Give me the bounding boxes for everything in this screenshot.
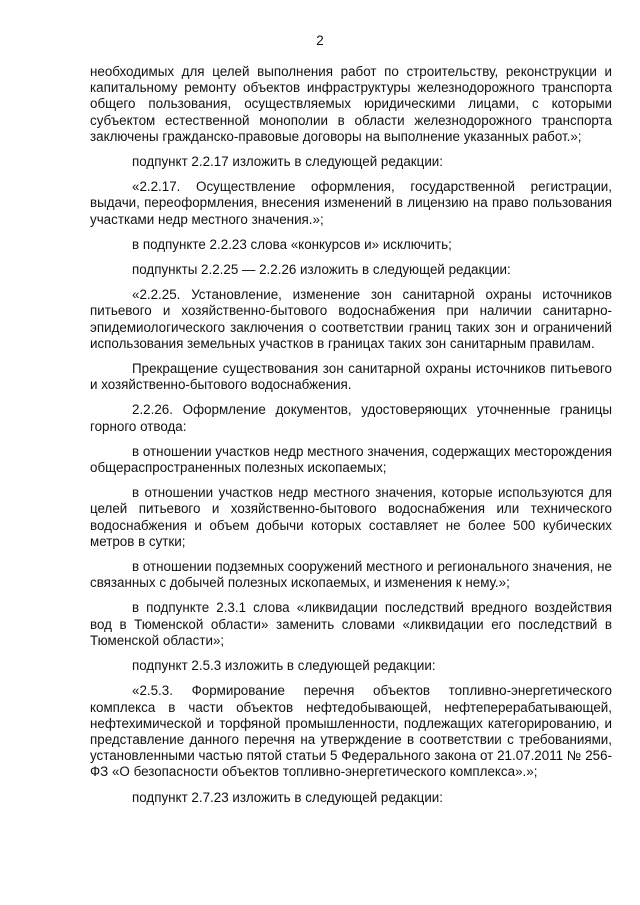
paragraph-amendment-2-3-1: в подпункте 2.3.1 слова «ликвидации последствий вредного воздействия вод в Тюменской области» заменить словами «ликвидации его последствий в Тюменской области»; — [90, 600, 612, 648]
paragraph-amendment-2-2-23: в подпункте 2.2.23 слова «конкурсов и» исключить; — [132, 236, 452, 252]
paragraph-item-water-supply: в отношении участков недр местного значения, которые используются для целей питьевого и хозяйственно-бытового водоснабжения или технического водоснабжения и объем добычи которых составляет не более 500 кубических метров в сутки; — [90, 485, 612, 549]
paragraph-amendment-2-7-23: подпункт 2.7.23 изложить в следующей редакции: — [132, 789, 443, 805]
paragraph-text-2-2-17: «2.2.17. Осуществление оформления, государственной регистрации, выдачи, переоформления, внесения изменений в лицензию на право пользования участками недр местного значения.»; — [90, 179, 612, 227]
document-body — [90, 64, 612, 815]
paragraph-item-underground-structures: в отношении подземных сооружений местного и регионального значения, не связанных с добычей полезных ископаемых, и изменения к нему.»; — [90, 559, 612, 591]
paragraph-amendment-2-2-25-26: подпункты 2.2.25 — 2.2.26 изложить в следующей редакции: — [132, 262, 511, 278]
paragraph-item-local-subsoil: в отношении участков недр местного значения, содержащих месторождения общераспространенных полезных ископаемых; — [90, 443, 612, 476]
paragraph-amendment-2-5-3: подпункт 2.5.3 изложить в следующей редакции: — [132, 658, 436, 674]
paragraph-text-2-5-3: «2.5.3. Формирование перечня объектов топливно-энергетического комплекса в части объектов нефтедобывающей, нефтеперерабатывающей, нефтехимической и торфяной промышленности, подлежащих категорированию, и представление данного перечня на утверждение в соответствии с требованиями, установленными частью пятой статьи 5 Федерального закона от 21.07.2011 № 256-ФЗ «О безопасности объектов топливно-энергетического комплекса».»; — [90, 683, 612, 780]
page-number: 2 — [316, 33, 324, 48]
paragraph-text-2-2-26: 2.2.26. Оформление документов, удостоверяющих уточненные границы горного отвода: — [90, 402, 612, 434]
paragraph-text-2-2-25: «2.2.25. Установление, изменение зон санитарной охраны источников питьевого и хозяйственно-бытового водоснабжения при наличии санитарно-эпидемиологического заключения о соответствии границ таких зон и ограничений использования земельных участков в границах таких зон санитарным правилам. — [90, 287, 612, 351]
paragraph-amendment-2-2-17: подпункт 2.2.17 изложить в следующей редакции: — [132, 154, 443, 170]
paragraph-continuation: необходимых для целей выполнения работ по строительству, реконструкции и капитальному ремонту объектов инфраструктуры железнодорожного транспорта общего пользования, осуществляемых юридическими лицами, с которыми субъектом естественной монополии в области железнодорожного транспорта заключены гражданско-правовые договоры на выполнение указанных работ.»; — [90, 64, 612, 144]
paragraph-termination-zones: Прекращение существования зон санитарной охраны источников питьевого и хозяйственно-бытового водоснабжения. — [90, 361, 612, 393]
